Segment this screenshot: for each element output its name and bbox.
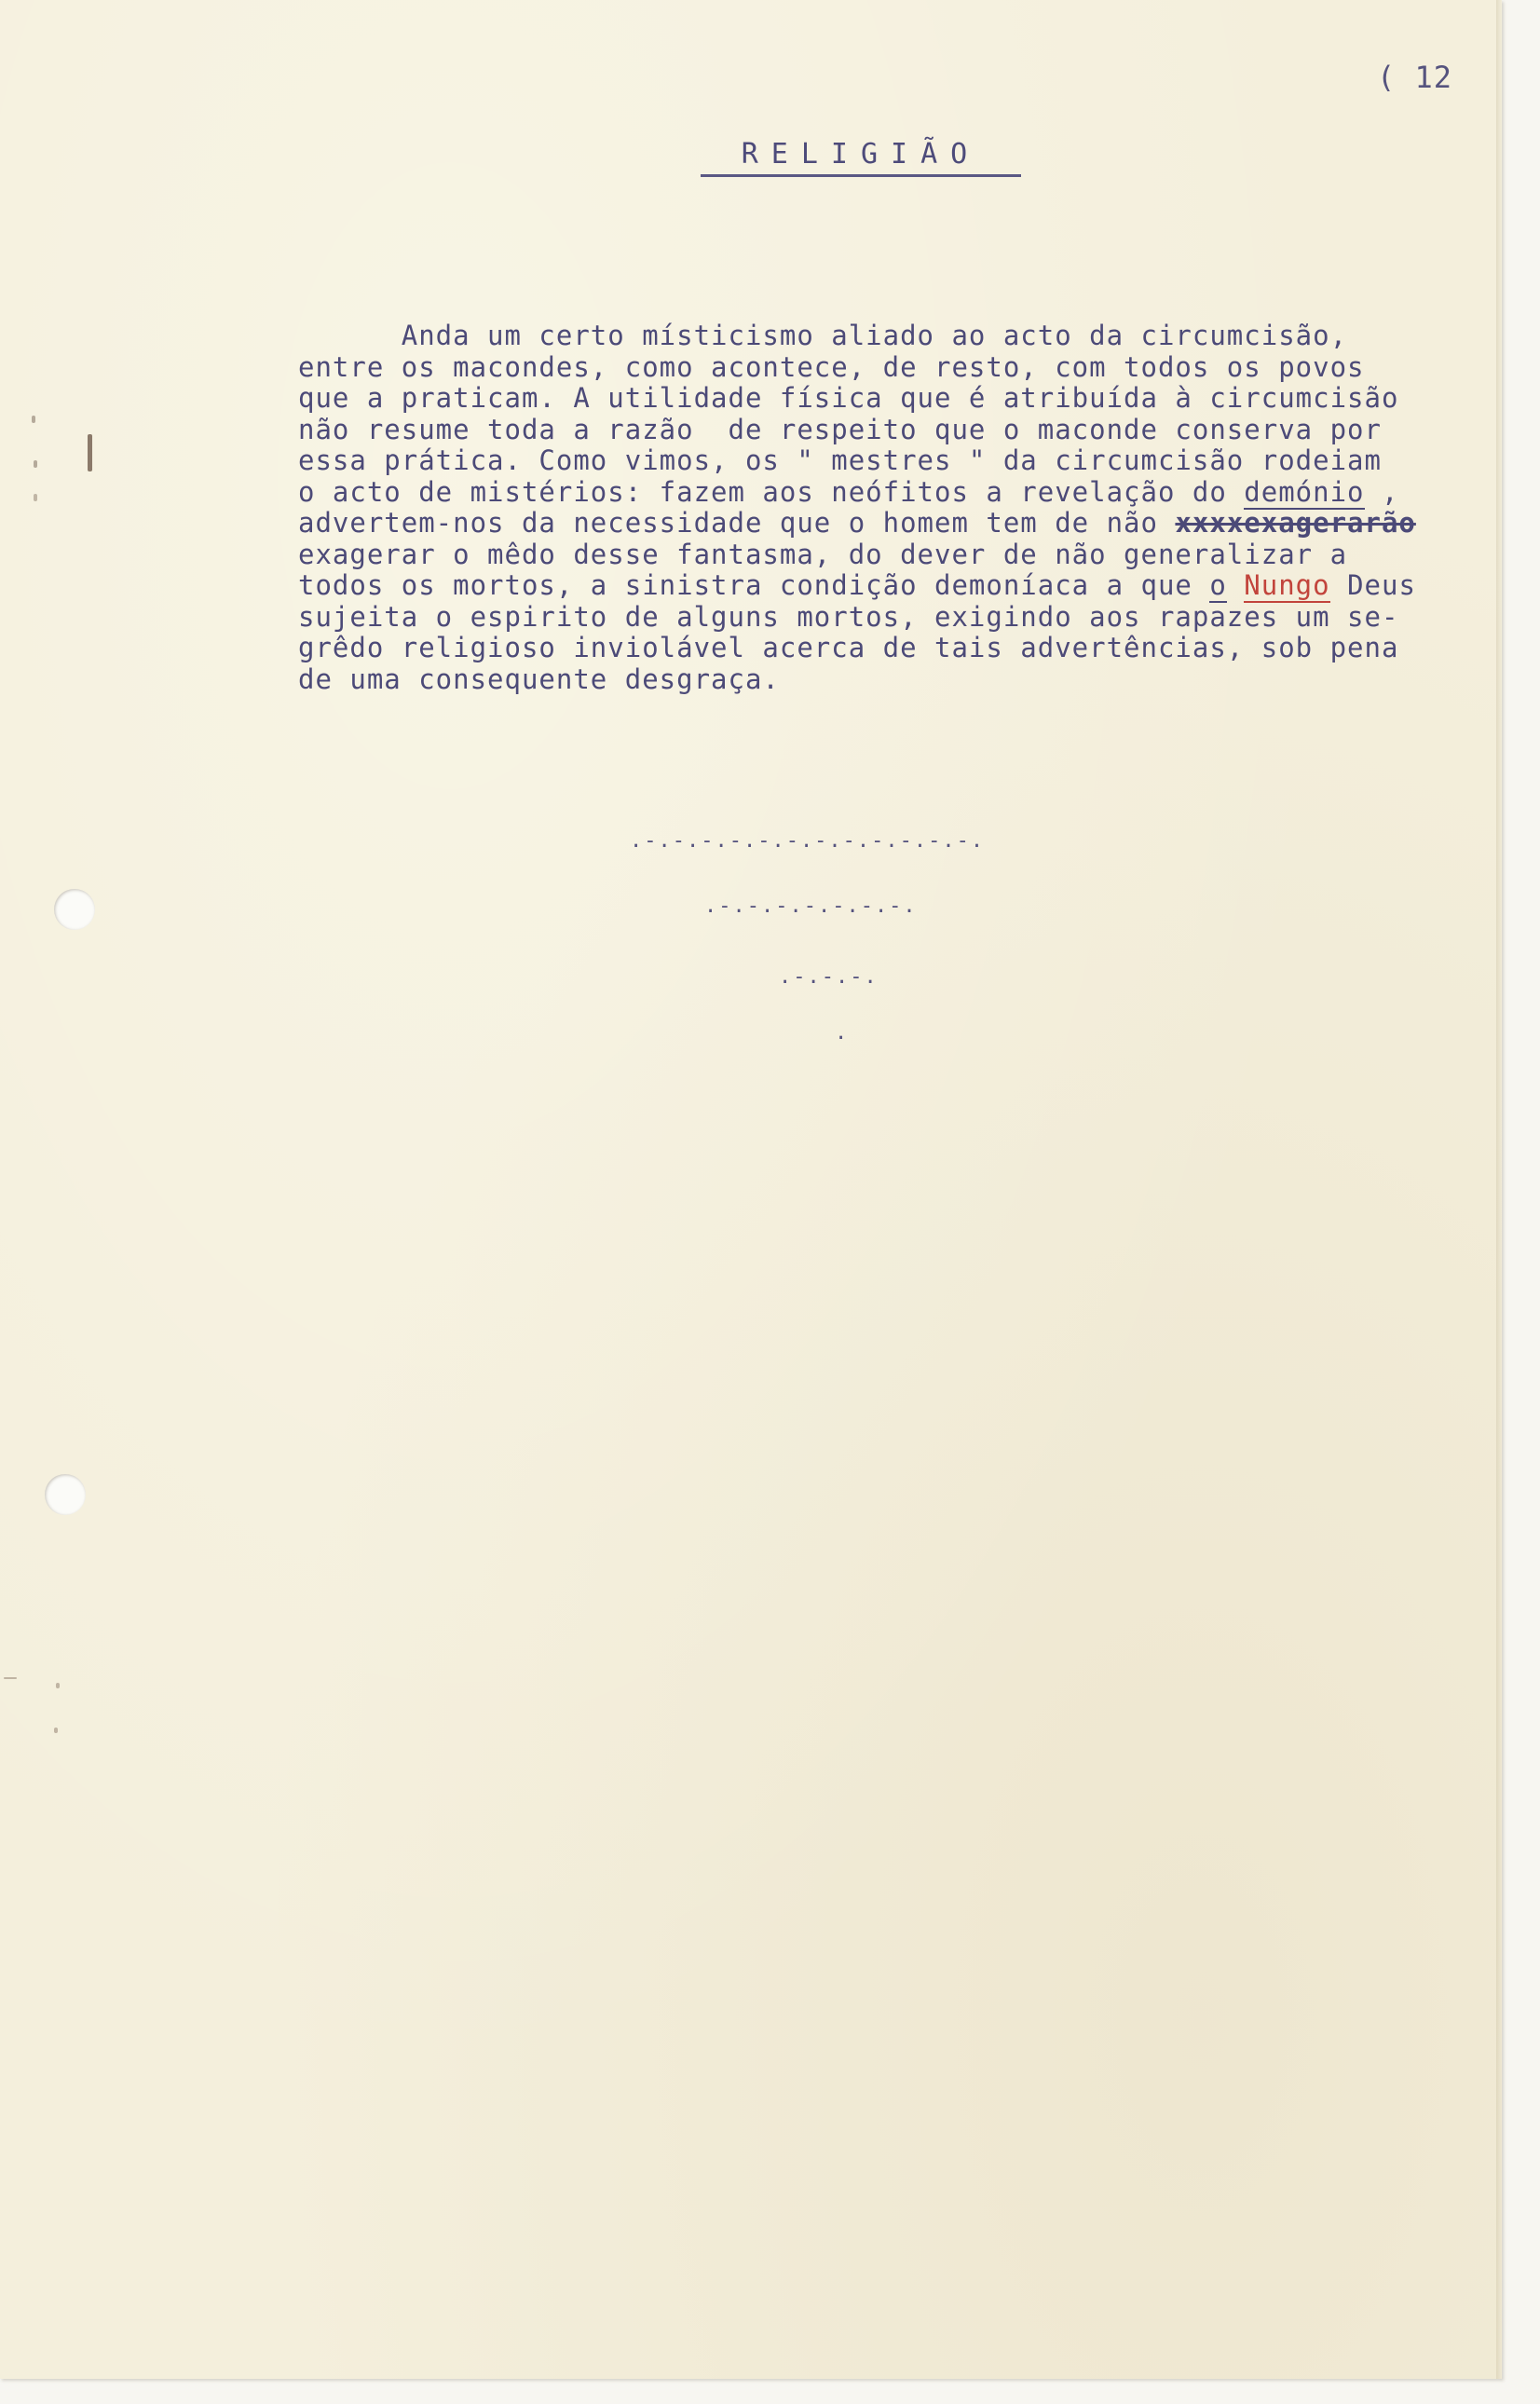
ornament-row: .-.-.-. bbox=[779, 965, 879, 989]
underlined-word: demónio bbox=[1244, 475, 1365, 508]
paragraph-line bbox=[298, 477, 1500, 509]
line-text: todos os mortos, a sinistra condição demoníaca a que bbox=[298, 569, 1210, 601]
ornament-row: . bbox=[835, 1021, 850, 1045]
paragraph-line: de uma consequente desgraça. bbox=[298, 662, 780, 695]
paragraph-line: entre os macondes, como acontece, de resto, com todos os povos bbox=[298, 350, 1365, 383]
paragraph-line bbox=[298, 508, 1500, 540]
title-block bbox=[701, 138, 1021, 177]
line-text: Deus bbox=[1329, 569, 1416, 601]
stain-mark bbox=[32, 416, 35, 423]
struck-text: xxxxexagerarão bbox=[1175, 507, 1416, 539]
stain-mark bbox=[56, 1683, 60, 1688]
paragraph-line: que a praticam. A utilidade física que é atribuída à circumcisão bbox=[298, 382, 1399, 414]
paragraph-line bbox=[298, 570, 1500, 602]
paragraph-line: não resume toda a razão de respeito que o maconde conserva por bbox=[298, 413, 1382, 445]
paragraph-line: sujeita o espirito de alguns mortos, exigindo aos rapazes um se- bbox=[298, 600, 1399, 633]
line-text: , bbox=[1364, 475, 1399, 508]
stain-mark bbox=[34, 494, 37, 501]
page-number: ( 12 bbox=[1377, 60, 1453, 95]
stain-mark bbox=[88, 434, 92, 471]
paragraph-line: grêdo religioso inviolável acerca de tais advertências, sob pena bbox=[298, 632, 1399, 663]
paragraph bbox=[298, 321, 1500, 695]
title-underline bbox=[701, 174, 1021, 177]
stain-mark bbox=[34, 460, 37, 468]
article-underlined: o bbox=[1209, 569, 1227, 601]
punch-hole bbox=[54, 889, 95, 930]
page-title: RELIGIÃO bbox=[741, 138, 981, 171]
punch-hole bbox=[45, 1474, 86, 1515]
paragraph-line: Anda um certo místicismo aliado ao acto da circumcisão, bbox=[298, 320, 1348, 351]
paragraph-line: exagerar o mêdo desse fantasma, do dever de não generalizar a bbox=[298, 538, 1348, 570]
line-text: o acto de mistérios: fazem aos neófitos a revelação do bbox=[298, 475, 1245, 508]
ornament-row: .-.-.-.-.-.-.-. bbox=[704, 895, 918, 918]
stain-mark bbox=[54, 1728, 58, 1733]
red-marked-word: Nungo bbox=[1244, 569, 1330, 601]
paragraph-line: essa prática. Como vimos, os " mestres " da circumcisão rodeiam bbox=[298, 444, 1382, 476]
ornament-row: .-.-.-.-.-.-.-.-.-.-.-.-. bbox=[630, 829, 986, 853]
line-text: advertem-nos da necessidade que o homem tem de não bbox=[298, 507, 1176, 539]
stain-mark bbox=[4, 1677, 17, 1679]
